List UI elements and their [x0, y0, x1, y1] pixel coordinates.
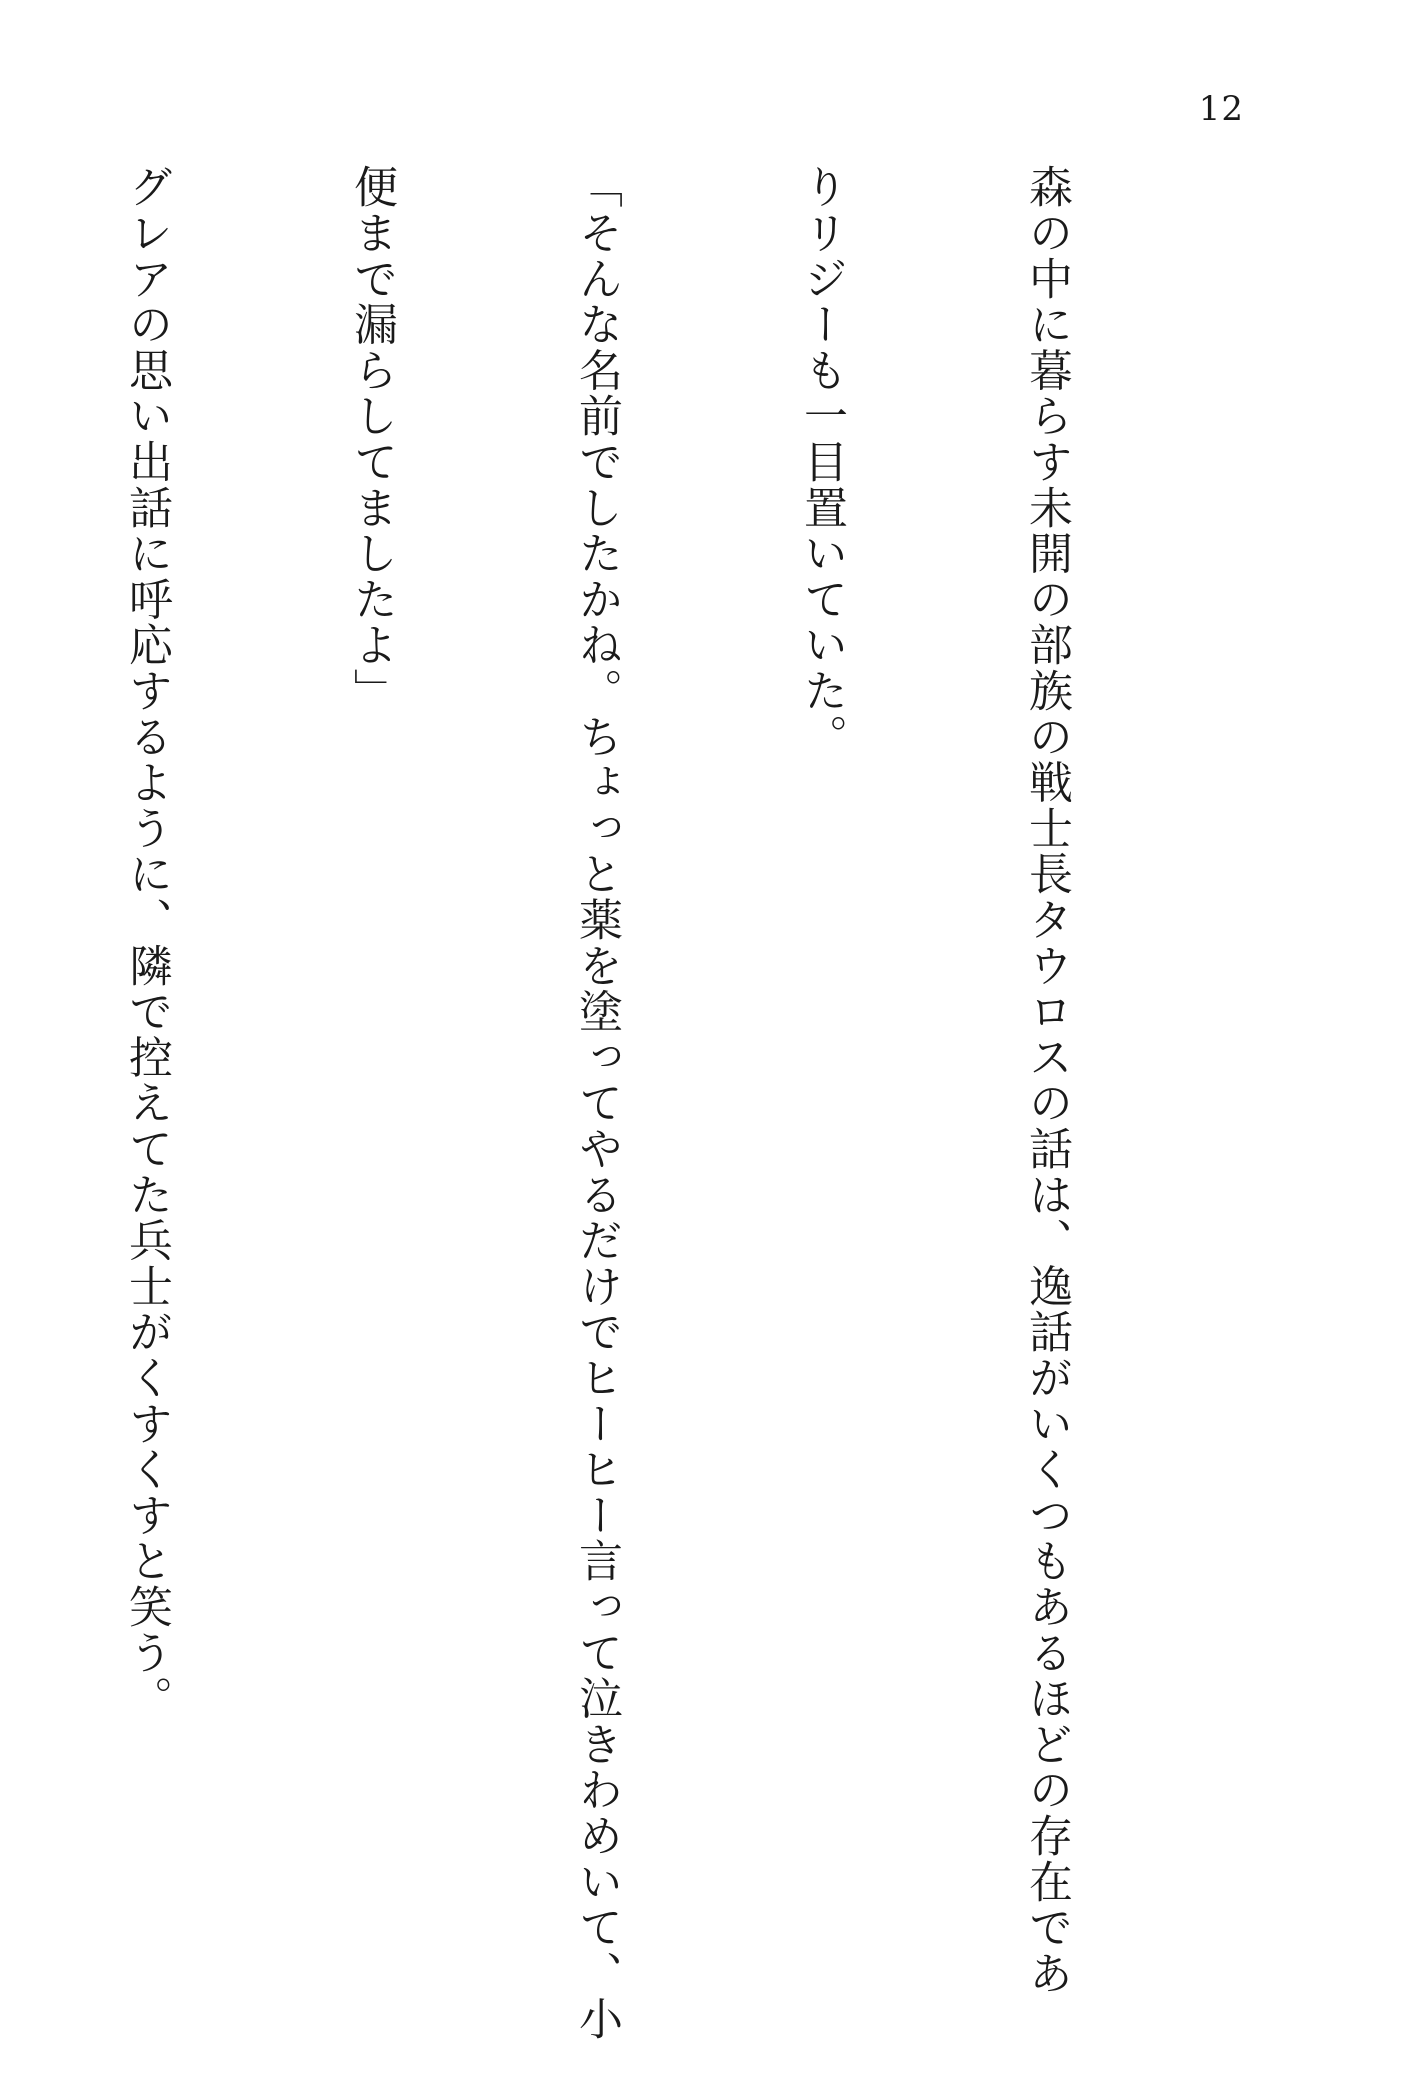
body-text [0, 164, 1234, 2042]
text-line: 「そんな名前でしたかね。ちょっと薬を塗ってやるだけでヒーヒー言って泣きわめいて、小 [571, 164, 622, 2042]
page-number: 12 [1198, 89, 1244, 129]
text-line: グレアの思い出話に呼応するように、隣で控えてた兵士がくすくすと笑う。 [121, 164, 172, 1722]
text-line: 便まで漏らしてましたよ」 [346, 164, 397, 714]
text-line: 森の中に暮らす未開の部族の戦士長タウロスの話は、逸話がいくつもあるほどの存在であ [1021, 164, 1072, 1996]
text-line: りリジーも一目置いていた。 [796, 164, 847, 760]
